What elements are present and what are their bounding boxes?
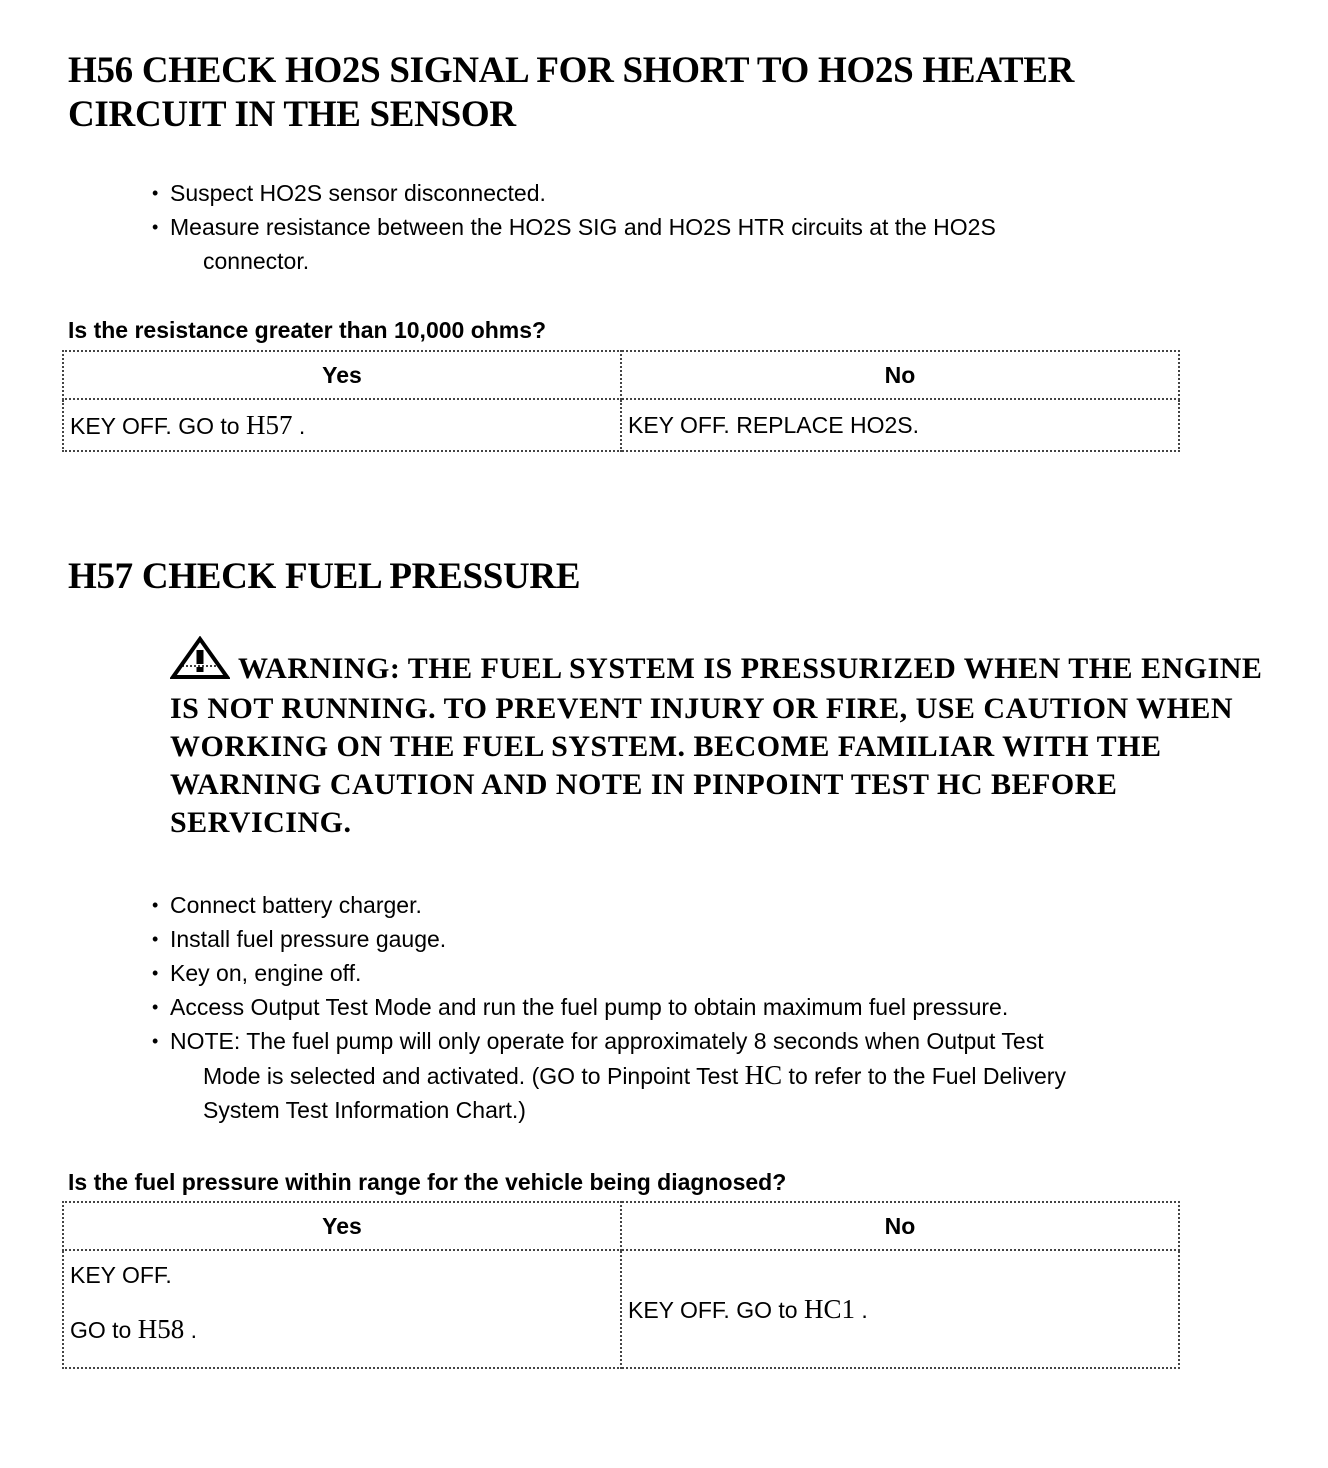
yes-cell <box>63 1250 621 1368</box>
h56-steps-list <box>150 176 996 278</box>
suffix: . <box>854 1296 868 1323</box>
yes-header: Yes <box>63 351 621 399</box>
note-text: to refer to the Fuel Delivery <box>782 1063 1066 1089</box>
list-item <box>150 990 1066 1024</box>
yes-line-1: KEY OFF. <box>70 1262 172 1288</box>
step-text: Key on, engine off. <box>170 960 362 986</box>
step-text-continued: connector. <box>203 248 310 274</box>
h57-steps-list <box>150 888 1066 1127</box>
h57-question: Is the fuel pressure within range for the vehicle being diagnosed? <box>68 1169 787 1195</box>
list-item <box>150 922 1066 956</box>
section-h57-title: H57 CHECK FUEL PRESSURE <box>68 556 581 597</box>
warning-text: WARNING: THE FUEL SYSTEM IS PRESSURIZED WHEN THE ENGINE IS NOT RUNNING. TO PREVENT INJURY OR FIRE, USE CAUTION WHEN WORKING ON THE FUEL SYSTEM. BECOME FAMILIAR WITH THE WARNING CAUTION AND NOTE IN PINPOINT TEST HC BEFORE SERVICING. <box>170 652 1263 839</box>
table-row <box>63 1250 1179 1368</box>
h57-link[interactable]: H57 <box>245 409 293 440</box>
table-row <box>63 399 1179 451</box>
step-text: Connect battery charger. <box>170 892 422 918</box>
warning-triangle-icon <box>170 636 230 690</box>
list-item <box>150 956 1066 990</box>
h56-result-table <box>62 350 1180 452</box>
step-text: Access Output Test Mode and run the fuel pump to obtain maximum fuel pressure. <box>170 994 1009 1020</box>
note-text: System Test Information Chart.) <box>203 1097 526 1123</box>
no-cell: KEY OFF. REPLACE HO2S. <box>621 399 1179 451</box>
no-header: No <box>621 351 1179 399</box>
list-item <box>150 888 1066 922</box>
section-h56-title: H56 CHECK HO2S SIGNAL FOR SHORT TO HO2S HEATER CIRCUIT IN THE SENSOR <box>68 50 1075 135</box>
step-text: Install fuel pressure gauge. <box>170 926 447 952</box>
yes-cell <box>63 399 621 451</box>
list-item <box>150 1024 1066 1127</box>
h56-question: Is the resistance greater than 10,000 ohms? <box>68 317 547 343</box>
hc-link[interactable]: HC <box>744 1060 783 1090</box>
hc1-link[interactable]: HC1 <box>803 1293 855 1324</box>
step-text: Suspect HO2S sensor disconnected. <box>170 180 546 206</box>
no-header: No <box>621 1202 1179 1250</box>
note-text: Mode is selected and activated. (GO to Pinpoint Test <box>203 1063 745 1089</box>
step-text: Measure resistance between the HO2S SIG and HO2S HTR circuits at the HO2S <box>170 214 996 240</box>
yes-text: GO to <box>70 1317 138 1343</box>
note-continued <box>170 1058 1066 1093</box>
list-item <box>150 210 996 278</box>
table-header-row <box>63 351 1179 399</box>
table-header-row <box>63 1202 1179 1250</box>
list-item <box>150 176 996 210</box>
fuel-warning <box>170 636 1280 842</box>
h57-result-table <box>62 1201 1180 1369</box>
yes-line-2 <box>70 1299 614 1360</box>
suffix: . <box>292 412 306 439</box>
yes-text: KEY OFF. GO to <box>70 412 246 439</box>
no-cell <box>621 1250 1179 1368</box>
no-text: KEY OFF. GO to <box>628 1296 804 1323</box>
step-text: NOTE: The fuel pump will only operate for approximately 8 seconds when Output Test <box>170 1028 1044 1054</box>
h58-link[interactable]: H58 <box>137 1314 185 1344</box>
suffix: . <box>184 1317 198 1343</box>
yes-header: Yes <box>63 1202 621 1250</box>
